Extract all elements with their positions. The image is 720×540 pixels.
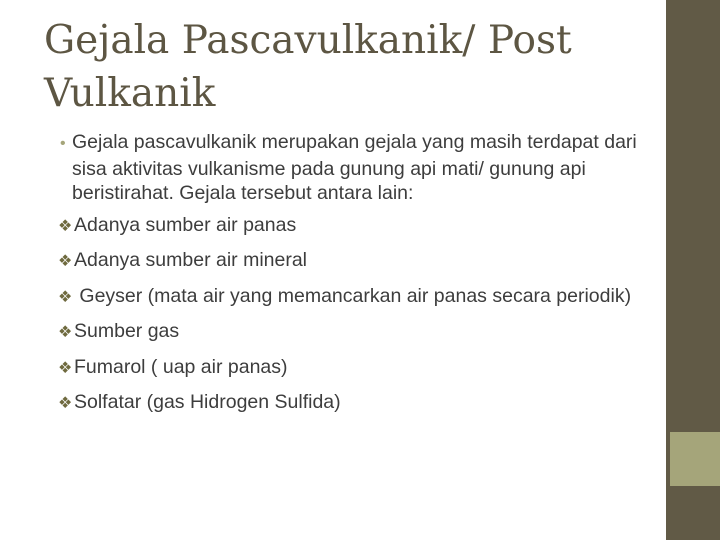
list-item-text: Adanya sumber air panas [74,213,297,236]
list-item [58,248,658,275]
accent-block [670,432,720,486]
intro-paragraph [58,130,658,206]
intro-text: Gejala pascavulkanik merupakan gejala yang masih terdapat dari sisa aktivitas vulkanisme pada gunung api mati/ gunung api beristirahat. Gejala tersebut antara lain: [72,131,637,204]
diamond-bullet-icon: ❖ [58,359,73,377]
list-item [58,319,658,346]
slide-title: Gejala Pascavulkanik/ Post Vulkanik [44,18,572,116]
diamond-bullet-icon: ❖ [58,288,73,306]
list-item-text: Geyser (mata air yang memancarkan air panas secara periodik) [74,284,632,307]
list-item-text: Adanya sumber air mineral [74,249,308,271]
list-item [58,284,658,311]
list-item-text: Fumarol ( uap air panas) [74,355,288,378]
diamond-bullet-icon: ❖ [58,217,73,235]
list-item-text: Sumber gas [74,320,180,342]
list-item [58,355,658,382]
list-item-text: Solfatar (gas Hidrogen Sulfida) [74,391,341,413]
list-item [58,390,658,417]
list-item [58,213,658,240]
slide-body [58,130,658,426]
bullet-dot-icon: • [60,135,66,152]
diamond-bullet-icon: ❖ [58,395,73,412]
diamond-bullet-icon: ❖ [58,253,73,270]
diamond-bullet-icon: ❖ [58,324,73,341]
